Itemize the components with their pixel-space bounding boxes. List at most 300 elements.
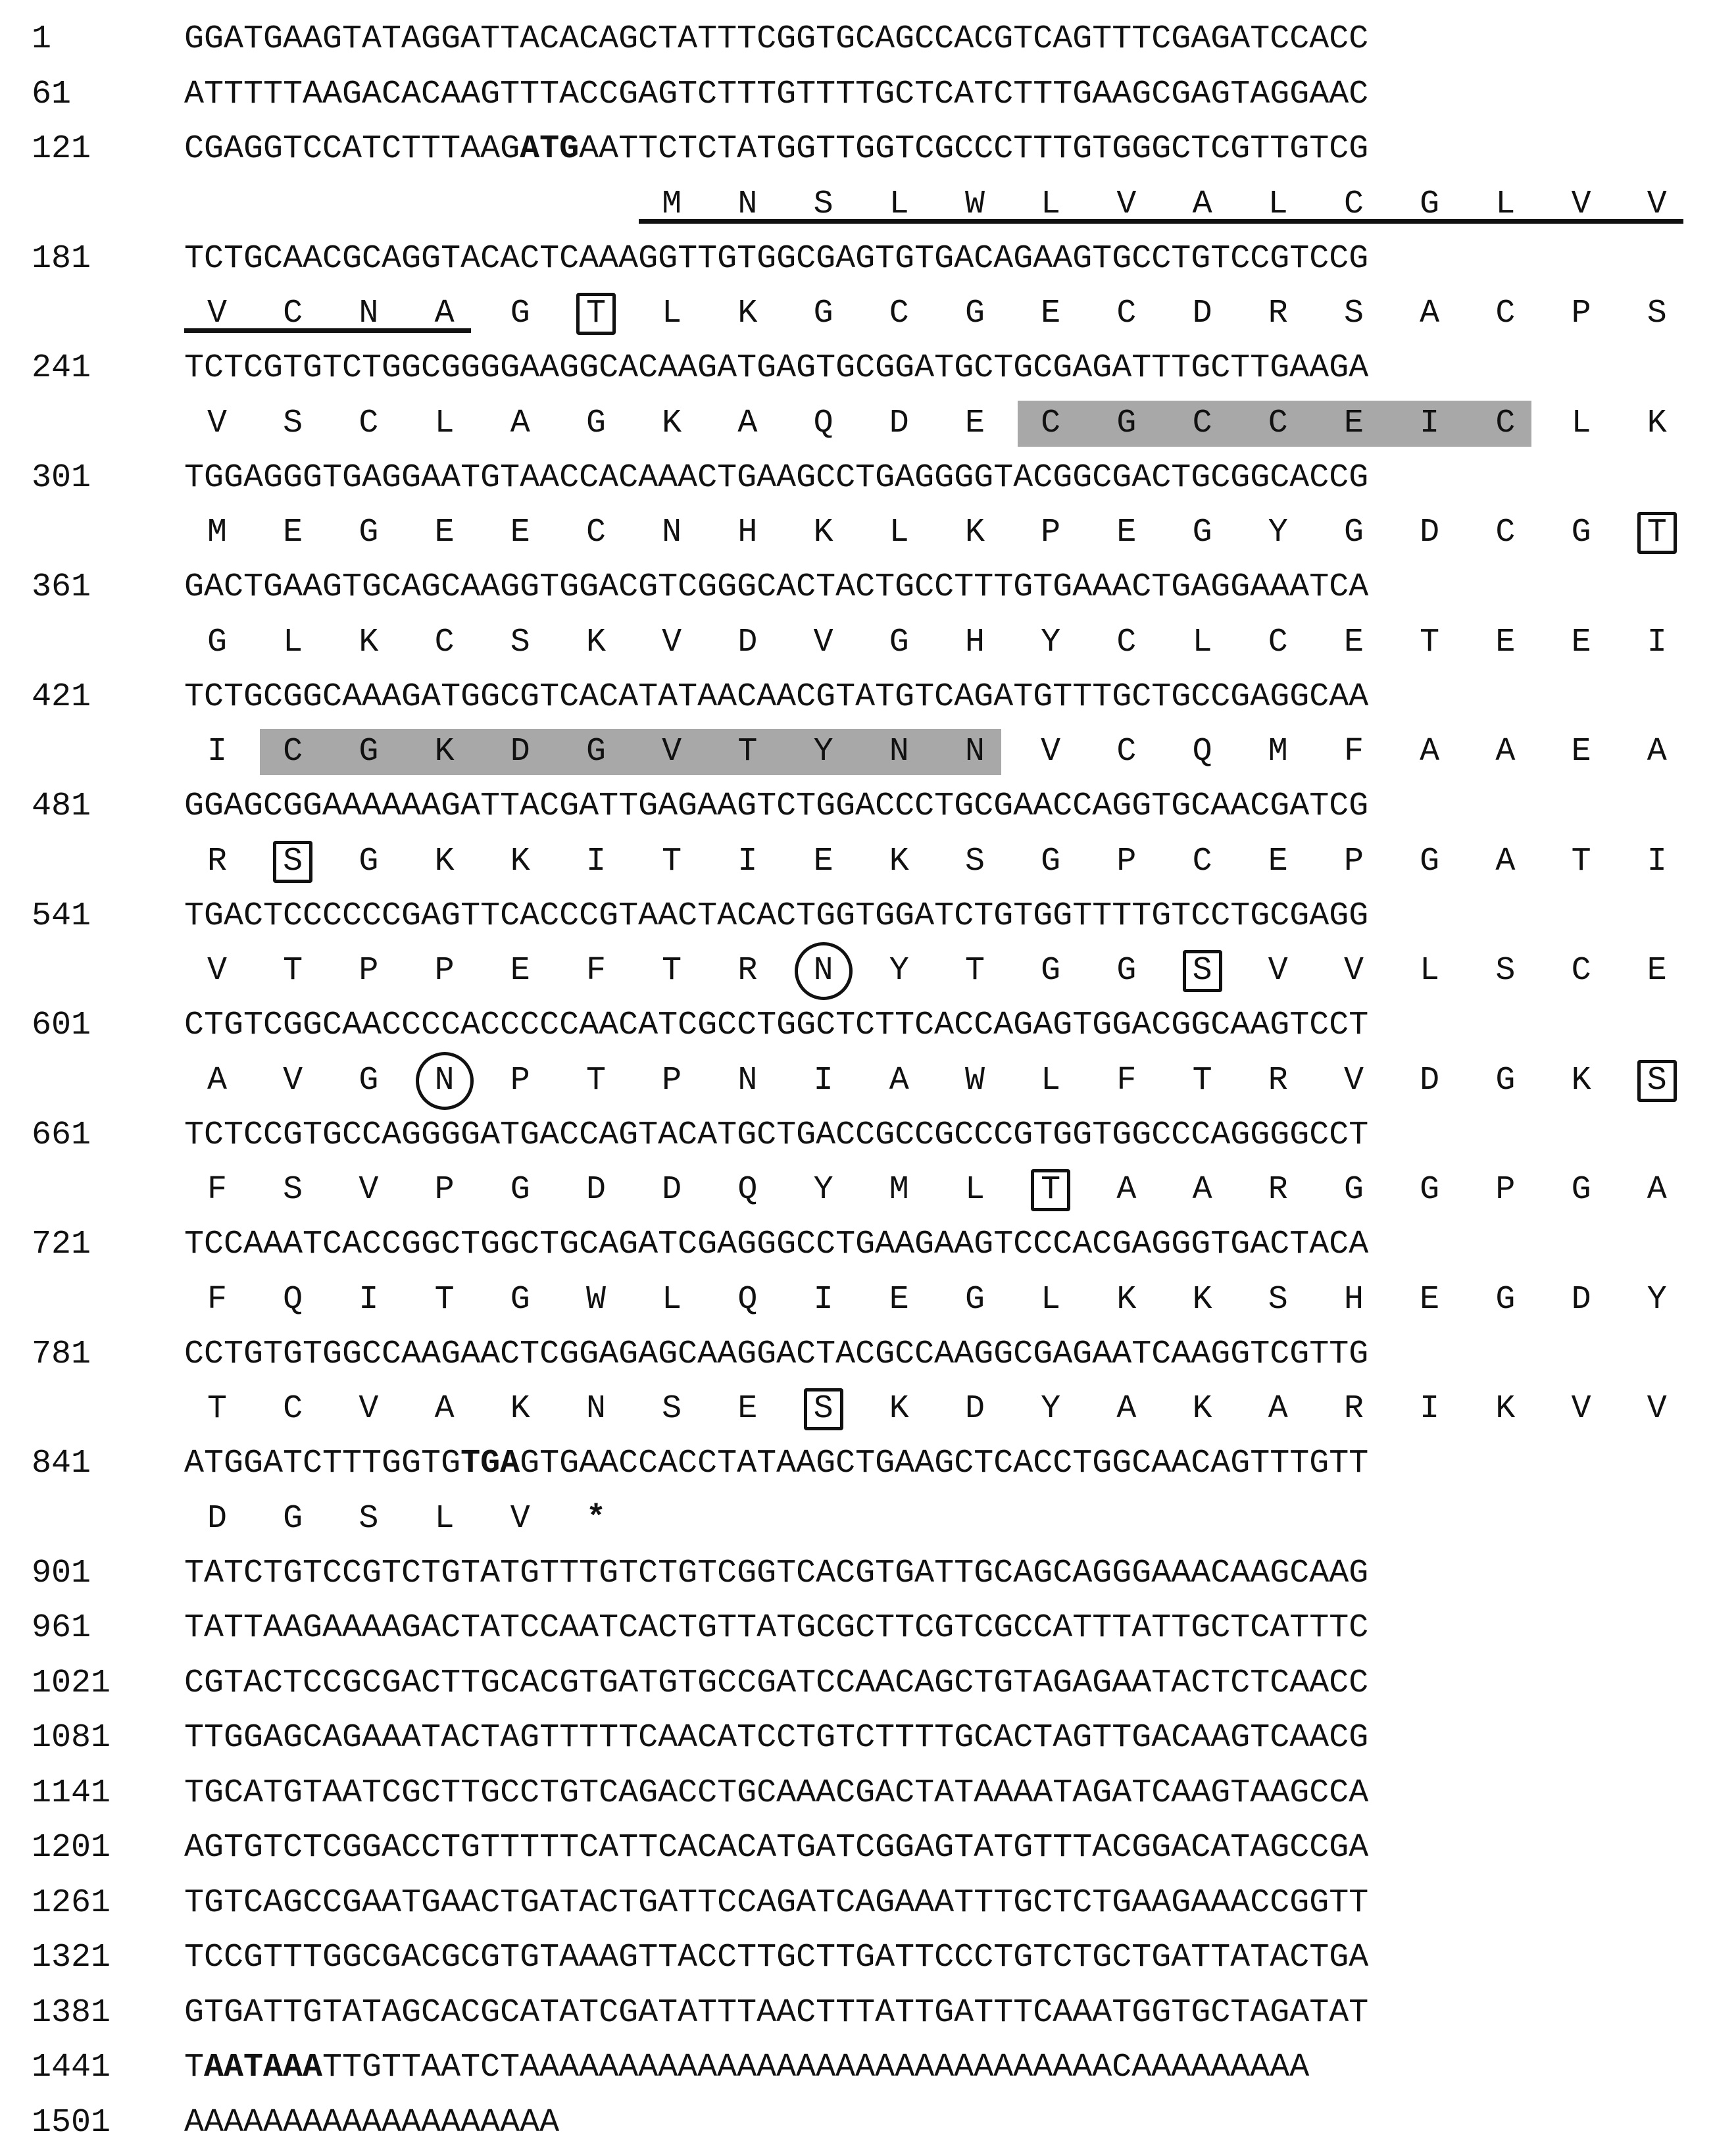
amino-acid: A	[1495, 733, 1516, 770]
amino-acid: K	[662, 404, 682, 442]
amino-acid: N	[964, 733, 985, 770]
amino-acid: L	[1192, 623, 1212, 661]
amino-acid-translation	[184, 293, 1697, 335]
amino-acid: D	[1420, 514, 1440, 551]
amino-acid: E	[1343, 404, 1364, 442]
amino-acid: K	[889, 842, 909, 880]
amino-acid: C	[434, 623, 455, 661]
amino-acid: L	[434, 1499, 455, 1538]
sequence-segment: AAAAAAAAAAAAAAAAAAA	[184, 2103, 560, 2142]
amino-acid: A	[889, 1061, 909, 1099]
amino-acid: V	[662, 733, 682, 770]
amino-acid: V	[207, 404, 227, 442]
amino-acid: I	[813, 1061, 833, 1099]
amino-acid: G	[1343, 514, 1364, 551]
amino-acid: K	[1192, 1390, 1212, 1428]
amino-acid: K	[1192, 1280, 1212, 1318]
amino-acid: K	[737, 295, 758, 332]
amino-acid: S	[283, 404, 303, 442]
amino-acid: S	[359, 1499, 379, 1538]
amino-acid: D	[585, 1171, 606, 1209]
nucleotide-sequence	[184, 1827, 1691, 1869]
amino-acid: T	[662, 842, 682, 880]
amino-acid: G	[1571, 514, 1591, 551]
boxed-residue: T	[576, 293, 616, 335]
nucleotide-sequence	[184, 2047, 1691, 2089]
amino-acid: I	[813, 1280, 833, 1318]
position-number: 1021	[32, 1664, 111, 1702]
sequence-segment: TCTGCGGCAAAGATGGCGTCACATATAACAACGTATGTCAGATGTTTGCTGCCGAGGCAA	[184, 678, 1369, 716]
amino-acid: E	[1571, 733, 1591, 770]
nucleotide-sequence	[184, 1553, 1691, 1595]
amino-acid: V	[207, 952, 227, 990]
amino-acid: D	[1192, 295, 1212, 332]
amino-acid: K	[585, 623, 606, 661]
amino-acid: T	[737, 733, 758, 770]
sequence-segment: TGTCAGCCGAATGAACTGATACTGATTCCAGATCAGAAATTTGCTCTGAAGAAACCGGTT	[184, 1884, 1369, 1922]
position-number: 121	[32, 130, 91, 168]
amino-acid: Y	[1041, 623, 1061, 661]
amino-acid: W	[964, 185, 985, 223]
amino-acid: G	[1116, 404, 1137, 442]
amino-acid: R	[207, 842, 227, 880]
amino-acid: A	[1420, 295, 1440, 332]
amino-acid: V	[1116, 185, 1137, 223]
nucleotide-sequence	[184, 1334, 1691, 1376]
nucleotide-sequence	[184, 347, 1691, 389]
amino-acid: N	[889, 733, 909, 770]
amino-acid: G	[510, 1280, 530, 1318]
amino-acid: E	[283, 514, 303, 551]
nucleotide-sequence	[184, 1937, 1691, 1979]
amino-acid: G	[1571, 1171, 1591, 1209]
position-number: 1501	[32, 2103, 111, 2142]
nucleotide-sequence	[184, 1717, 1691, 1759]
circled-residue: N	[416, 1052, 474, 1110]
amino-acid: V	[510, 1499, 530, 1538]
amino-acid: L	[889, 514, 909, 551]
amino-acid: G	[1343, 1171, 1364, 1209]
amino-acid: C	[1268, 623, 1288, 661]
nucleotide-sequence	[184, 18, 1691, 61]
amino-acid: C	[1343, 185, 1364, 223]
amino-acid: R	[737, 952, 758, 990]
amino-acid: A	[510, 404, 530, 442]
amino-acid-translation	[184, 950, 1697, 992]
amino-acid: G	[359, 514, 379, 551]
amino-acid: S	[1495, 952, 1516, 990]
amino-acid: R	[1268, 1171, 1288, 1209]
amino-acid: T	[1192, 1061, 1212, 1099]
amino-acid: V	[1343, 952, 1364, 990]
amino-acid: T	[1571, 842, 1591, 880]
amino-acid: G	[889, 623, 909, 661]
amino-acid: V	[1647, 185, 1667, 223]
amino-acid: A	[1647, 733, 1667, 770]
amino-acid: P	[1041, 514, 1061, 551]
amino-acid: A	[1116, 1390, 1137, 1428]
amino-acid: Q	[813, 404, 833, 442]
nucleotide-sequence	[184, 238, 1691, 280]
nucleotide-sequence	[184, 786, 1691, 828]
amino-acid: T	[283, 952, 303, 990]
amino-acid: W	[585, 1280, 606, 1318]
amino-acid: T	[662, 952, 682, 990]
amino-acid: C	[1116, 295, 1137, 332]
amino-acid: E	[889, 1280, 909, 1318]
position-number: 601	[32, 1007, 91, 1044]
amino-acid: L	[434, 404, 455, 442]
sequence-segment: AATTCTCTATGGTTGGTCGCCCTTTGTGGGCTCGTTGTCG	[579, 130, 1369, 168]
amino-acid: M	[1268, 733, 1288, 770]
amino-acid: C	[283, 733, 303, 770]
amino-acid-translation	[184, 1169, 1697, 1211]
sequence-segment: GGAGCGGAAAAAAGATTACGATTGAGAAGTCTGGACCCTGCGAACCAGGTGCAACGATCG	[184, 788, 1369, 825]
amino-acid: N	[737, 1061, 758, 1099]
amino-acid: G	[359, 733, 379, 770]
amino-acid: K	[1495, 1390, 1516, 1428]
amino-acid: A	[1420, 733, 1440, 770]
amino-acid: D	[964, 1390, 985, 1428]
amino-acid: L	[1571, 404, 1591, 442]
amino-acid: K	[964, 514, 985, 551]
amino-acid: G	[1420, 185, 1440, 223]
amino-acid: A	[1116, 1171, 1137, 1209]
boxed-residue: T	[1031, 1169, 1070, 1211]
sequence-segment: TGGAGGGTGAGGAATGTAACCACAAACTGAAGCCTGAGGGGTACGGCGACTGCGGCACCG	[184, 459, 1369, 497]
position-number: 1321	[32, 1939, 111, 1976]
amino-acid: S	[964, 842, 985, 880]
amino-acid: G	[1041, 952, 1061, 990]
sequence-segment: TCCGTTTGGCGACGCGTGTAAAGTTACCTTGCTTGATTCCCTGTCTGCTGATTATACTGA	[184, 1939, 1369, 1976]
amino-acid: G	[510, 295, 530, 332]
amino-acid: T	[207, 1390, 227, 1428]
amino-acid: P	[1571, 295, 1591, 332]
amino-acid: C	[283, 1390, 303, 1428]
amino-acid: V	[1268, 952, 1288, 990]
nucleotide-sequence	[184, 1443, 1691, 1485]
amino-acid: M	[662, 185, 682, 223]
amino-acid: K	[1647, 404, 1667, 442]
amino-acid: G	[585, 733, 606, 770]
amino-acid: C	[1192, 404, 1212, 442]
sequence-segment: CGAGGTCCATCTTTAAG	[184, 130, 520, 168]
position-number: 961	[32, 1609, 91, 1647]
position-number: 781	[32, 1335, 91, 1373]
amino-acid: I	[207, 733, 227, 770]
amino-acid: G	[813, 295, 833, 332]
sequence-segment: TCTCGTGTCTGGCGGGGAAGGCACAAGATGAGTGCGGATGCTGCGAGATTTGCTTGAAGA	[184, 349, 1369, 387]
amino-acid: K	[434, 733, 455, 770]
sequence-segment: TCCAAATCACCGGCTGGCTGCAGATCGAGGGCCTGAAGAAGTCCCACGAGGGTGACTACA	[184, 1226, 1369, 1263]
amino-acid-translation	[184, 622, 1697, 664]
sequence-segment: TTGGAGCAGAAATACTAGTTTTTCAACATCCTGTCTTTTGCACTAGTTGACAAGTCAACG	[184, 1719, 1369, 1757]
position-number: 541	[32, 897, 91, 935]
boxed-residue: S	[1637, 1060, 1677, 1102]
position-number: 1261	[32, 1884, 111, 1922]
nucleotide-sequence	[184, 74, 1691, 116]
sequence-segment: AGTGTCTCGGACCTGTTTTTCATTCACACATGATCGGAGTATGTTTACGGACATAGCCGA	[184, 1829, 1369, 1867]
amino-acid: E	[510, 514, 530, 551]
nucleotide-sequence	[184, 2102, 1691, 2144]
amino-acid: M	[889, 1171, 909, 1209]
amino-acid: I	[1420, 404, 1440, 442]
amino-acid: R	[1343, 1390, 1364, 1428]
amino-acid: E	[813, 842, 833, 880]
amino-acid: L	[1420, 952, 1440, 990]
amino-acid-translation	[184, 731, 1697, 773]
amino-acid: L	[889, 185, 909, 223]
amino-acid: K	[1116, 1280, 1137, 1318]
amino-acid: P	[1343, 842, 1364, 880]
nucleotide-sequence	[184, 457, 1691, 499]
amino-acid: S	[1647, 295, 1667, 332]
highlighted-motif: AATAAA	[204, 2049, 323, 2086]
sequence-segment: TATTAAGAAAAGACTATCCAATCACTGTTATGCGCTTCGTCGCCATTTATTGCTCATTTC	[184, 1609, 1369, 1647]
sequence-segment: GGATGAAGTATAGGATTACACAGCTATTTCGGTGCAGCCACGTCAGTTTCGAGATCCACC	[184, 20, 1369, 58]
amino-acid: N	[737, 185, 758, 223]
nucleotide-sequence	[184, 566, 1691, 609]
amino-acid: L	[964, 1171, 985, 1209]
position-number: 301	[32, 459, 91, 497]
amino-acid: F	[585, 952, 606, 990]
amino-acid: G	[1420, 1171, 1440, 1209]
boxed-residue: S	[804, 1388, 843, 1430]
nucleotide-sequence	[184, 1607, 1691, 1649]
amino-acid: L	[662, 1280, 682, 1318]
amino-acid: S	[813, 185, 833, 223]
sequence-segment: TCTCCGTGCCAGGGGATGACCAGTACATGCTGACCGCCGCCCGTGGTGGCCCAGGGGCCT	[184, 1116, 1369, 1154]
amino-acid: D	[207, 1499, 227, 1538]
amino-acid: V	[1343, 1061, 1364, 1099]
amino-acid: P	[434, 952, 455, 990]
amino-acid: V	[359, 1171, 379, 1209]
amino-acid: G	[964, 295, 985, 332]
amino-acid: V	[1571, 185, 1591, 223]
sequence-segment: TGCATGTAATCGCTTGCCTGTCAGACCTGCAAACGACTATAAAATAGATCAAGTAAGCCA	[184, 1774, 1369, 1812]
amino-acid: D	[1420, 1061, 1440, 1099]
amino-acid: E	[1116, 514, 1137, 551]
position-number: 421	[32, 678, 91, 716]
amino-acid: D	[737, 623, 758, 661]
amino-acid: G	[510, 1171, 530, 1209]
amino-acid: E	[964, 404, 985, 442]
amino-acid-translation	[184, 184, 1697, 226]
amino-acid: I	[585, 842, 606, 880]
amino-acid: L	[1041, 1061, 1061, 1099]
amino-acid: G	[964, 1280, 985, 1318]
amino-acid: W	[964, 1061, 985, 1099]
amino-acid: C	[1116, 733, 1137, 770]
amino-acid: G	[1420, 842, 1440, 880]
amino-acid: Y	[1268, 514, 1288, 551]
sequence-segment: T	[184, 2049, 205, 2086]
position-number: 1201	[32, 1829, 111, 1867]
amino-acid: L	[1041, 185, 1061, 223]
position-number: 1441	[32, 2049, 111, 2086]
boxed-residue: S	[273, 841, 312, 883]
amino-acid: A	[207, 1061, 227, 1099]
amino-acid: G	[207, 623, 227, 661]
sequence-segment: GTGAACCACCTATAAGCTGAAGCTCACCTGGCAACAGTTTGTT	[520, 1445, 1369, 1482]
amino-acid: C	[1495, 295, 1516, 332]
amino-acid: F	[1343, 733, 1364, 770]
amino-acid: M	[207, 514, 227, 551]
amino-acid-translation	[184, 403, 1697, 445]
amino-acid: S	[1268, 1280, 1288, 1318]
amino-acid: H	[1343, 1280, 1364, 1318]
amino-acid: L	[662, 295, 682, 332]
amino-acid: S	[1343, 295, 1364, 332]
amino-acid: Q	[283, 1280, 303, 1318]
amino-acid: L	[1041, 1280, 1061, 1318]
amino-acid-translation	[184, 1060, 1697, 1102]
amino-acid: E	[1268, 842, 1288, 880]
amino-acid-translation	[184, 512, 1697, 554]
circled-residue: N	[795, 942, 853, 1000]
nucleotide-sequence	[184, 1663, 1691, 1705]
amino-acid: A	[434, 1390, 455, 1428]
amino-acid: V	[1647, 1390, 1667, 1428]
amino-acid: H	[737, 514, 758, 551]
amino-acid: A	[1192, 1171, 1212, 1209]
nucleotide-sequence	[184, 1115, 1691, 1157]
position-number: 661	[32, 1116, 91, 1154]
amino-acid: E	[1343, 623, 1364, 661]
amino-acid: C	[283, 295, 303, 332]
amino-acid: R	[1268, 295, 1288, 332]
amino-acid: K	[359, 623, 379, 661]
position-number: 61	[32, 75, 72, 113]
amino-acid: K	[434, 842, 455, 880]
amino-acid: H	[964, 623, 985, 661]
amino-acid: Q	[737, 1171, 758, 1209]
sequence-segment: CGTACTCCGCGACTTGCACGTGATGTGCCGATCCAACAGCTGTAGAGAATACTCTCAACC	[184, 1664, 1369, 1702]
position-number: 181	[32, 239, 91, 278]
amino-acid: F	[1116, 1061, 1137, 1099]
nucleotide-sequence	[184, 1882, 1691, 1924]
amino-acid: D	[1571, 1280, 1591, 1318]
amino-acid: T	[434, 1280, 455, 1318]
amino-acid: A	[1268, 1390, 1288, 1428]
amino-acid: A	[1495, 842, 1516, 880]
amino-acid: C	[1116, 623, 1137, 661]
sequence-segment: TTGTTAATCTAAAAAAAAAAAAAAAAAAAAAAAAAAAAAACAAAAAAAAA	[322, 2049, 1310, 2086]
sequence-segment: TGACTCCCCCCGAGTTCACCCGTAACTACACTGGTGGATCTGTGGTTTTGTCCTGCGAGG	[184, 897, 1369, 935]
amino-acid: V	[207, 295, 227, 332]
sequence-segment: GTGATTGTATAGCACGCATATCGATATTTAACTTTATTGATTTCAAATGGTGCTAGATAT	[184, 1993, 1369, 2032]
amino-acid: V	[283, 1061, 303, 1099]
amino-acid: Y	[1647, 1280, 1667, 1318]
amino-acid: G	[1192, 514, 1212, 551]
amino-acid: E	[434, 514, 455, 551]
nucleotide-sequence	[184, 895, 1691, 938]
amino-acid: Q	[737, 1280, 758, 1318]
amino-acid: Y	[813, 1171, 833, 1209]
amino-acid: C	[359, 404, 379, 442]
amino-acid: V	[662, 623, 682, 661]
amino-acid: E	[510, 952, 530, 990]
amino-acid: A	[1647, 1171, 1667, 1209]
amino-acid: E	[1647, 952, 1667, 990]
amino-acid: G	[1041, 842, 1061, 880]
amino-acid: K	[889, 1390, 909, 1428]
amino-acid: N	[662, 514, 682, 551]
amino-acid: C	[1495, 514, 1516, 551]
nucleotide-sequence	[184, 1992, 1691, 2034]
amino-acid: V	[1041, 733, 1061, 770]
amino-acid: S	[510, 623, 530, 661]
amino-acid-translation	[184, 1388, 1697, 1430]
amino-acid: E	[1041, 295, 1061, 332]
amino-acid: G	[1495, 1061, 1516, 1099]
nucleotide-sequence	[184, 1005, 1691, 1047]
amino-acid: A	[1192, 185, 1212, 223]
amino-acid: P	[1495, 1171, 1516, 1209]
position-number: 721	[32, 1226, 91, 1263]
amino-acid: I	[737, 842, 758, 880]
amino-acid-translation	[184, 841, 1697, 883]
amino-acid: D	[889, 404, 909, 442]
amino-acid: Y	[889, 952, 909, 990]
amino-acid: Y	[813, 733, 833, 770]
sequence-segment: CCTGTGTGGCCAAGAACTCGGAGAGCAAGGACTACGCCAAGGCGAGAATCAAGGTCGTTG	[184, 1335, 1369, 1373]
amino-acid: P	[510, 1061, 530, 1099]
amino-acid: P	[434, 1171, 455, 1209]
amino-acid: P	[1116, 842, 1137, 880]
position-number: 1	[32, 20, 52, 58]
highlighted-motif: TGA	[460, 1445, 520, 1482]
position-number: 481	[32, 788, 91, 825]
nucleotide-sequence	[184, 128, 1691, 170]
amino-acid: G	[585, 404, 606, 442]
amino-acid: I	[359, 1280, 379, 1318]
amino-acid: C	[1041, 404, 1061, 442]
amino-acid: R	[1268, 1061, 1288, 1099]
amino-acid-translation	[184, 1498, 1697, 1540]
amino-acid: V	[813, 623, 833, 661]
amino-acid: G	[1116, 952, 1137, 990]
sequence-segment: TCTGCAACGCAGGTACACTCAAAGGTTGTGGCGAGTGTGACAGAAGTGCCTGTCCGTCCG	[184, 239, 1369, 278]
amino-acid: F	[207, 1171, 227, 1209]
amino-acid: T	[585, 1061, 606, 1099]
nucleotide-sequence	[184, 1772, 1691, 1815]
amino-acid: P	[662, 1061, 682, 1099]
sequence-segment: TATCTGTCCGTCTGTATGTTTGTCTGTCGGTCACGTGATTGCAGCAGGGAAACAAGCAAG	[184, 1554, 1369, 1592]
amino-acid: C	[1192, 842, 1212, 880]
amino-acid: C	[1495, 404, 1516, 442]
amino-acid: K	[1571, 1061, 1591, 1099]
amino-acid: S	[662, 1390, 682, 1428]
amino-acid: N	[585, 1390, 606, 1428]
nucleotide-sequence	[184, 1224, 1691, 1266]
amino-acid: I	[1647, 623, 1667, 661]
amino-acid: A	[434, 295, 455, 332]
amino-acid: N	[359, 295, 379, 332]
stop-codon-marker: *	[585, 1499, 606, 1538]
amino-acid: K	[510, 842, 530, 880]
amino-acid: G	[359, 842, 379, 880]
amino-acid: I	[1420, 1390, 1440, 1428]
amino-acid: P	[359, 952, 379, 990]
amino-acid: L	[1495, 185, 1516, 223]
position-number: 1381	[32, 1993, 111, 2032]
sequence-segment: CTGTCGGCAACCCCACCCCCAACATCGCCTGGCTCTTCACCAGAGTGGACGGCAAGTCCT	[184, 1007, 1369, 1044]
boxed-residue: T	[1637, 512, 1677, 554]
amino-acid: L	[1268, 185, 1288, 223]
amino-acid: E	[1495, 623, 1516, 661]
amino-acid: G	[283, 1499, 303, 1538]
